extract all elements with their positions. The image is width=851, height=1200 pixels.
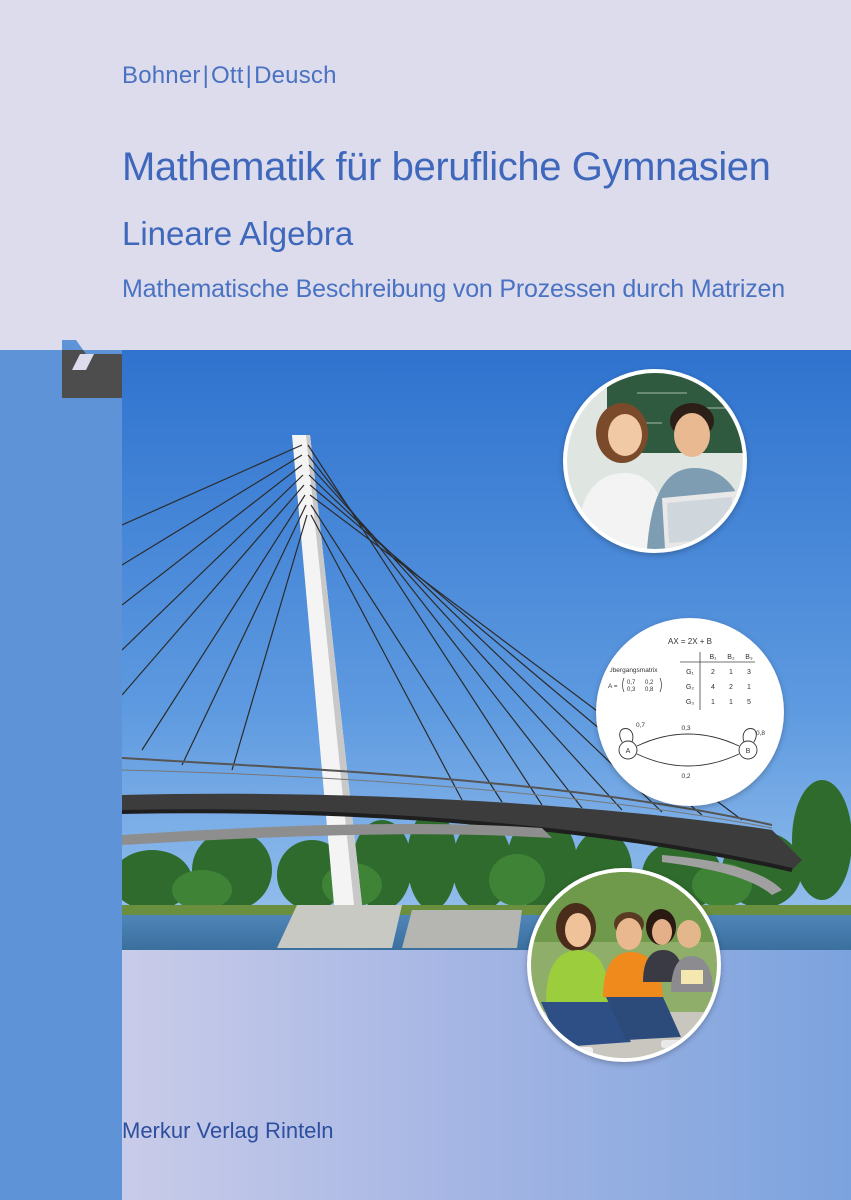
matrix-label: Übergangsmatrix: [608, 667, 658, 674]
bottom-panel: [122, 950, 851, 1200]
loop-b-label: 0,8: [756, 730, 766, 737]
table-cell: 2: [711, 669, 715, 676]
table-cell: 3: [747, 669, 751, 676]
matrix-cell: 0,8: [645, 687, 654, 693]
table-row-label: G₃: [685, 699, 695, 706]
publisher-name: Merkur Verlag Rinteln: [122, 1118, 334, 1143]
edge-bottom-label: 0,2: [681, 773, 691, 780]
table-cell: 4: [711, 684, 715, 691]
author-3: Deusch: [254, 62, 337, 89]
table-row-label: G₁: [686, 669, 694, 676]
table-header-b3: B₃: [745, 654, 753, 661]
author-2: Ott: [211, 62, 244, 89]
table-cell: 2: [729, 684, 733, 691]
table-cell: 1: [711, 699, 715, 706]
author-1: Bohner: [122, 62, 201, 89]
edge-top-label: 0,3: [681, 725, 691, 732]
author-separator: |: [245, 62, 253, 89]
table-cell: 1: [729, 669, 733, 676]
node-a-label: A: [625, 748, 631, 755]
table-cell: 5: [747, 699, 751, 706]
authors: [122, 62, 337, 90]
table-header-b1: B₁: [709, 654, 717, 661]
table-cell: 1: [729, 699, 733, 706]
book-subtitle: Lineare Algebra: [122, 215, 354, 252]
diagram-equation: AX = 2X + B: [667, 637, 713, 646]
left-color-strip: [0, 350, 122, 1200]
book-tagline: Mathematische Beschreibung von Prozessen durch Matrizen: [122, 275, 785, 303]
matrix-cell: 0,7: [627, 680, 636, 686]
matrix-cell: 0,2: [645, 680, 654, 686]
students-group-photo: [527, 868, 721, 1062]
matrix-cell: 0,3: [627, 687, 636, 693]
students-laptop-photo: [563, 369, 747, 553]
table-cell: 1: [747, 684, 751, 691]
table-row-label: G₂: [685, 684, 695, 691]
author-separator: |: [202, 62, 210, 89]
loop-a-label: 0,7: [636, 722, 646, 729]
node-b-label: B: [745, 748, 751, 755]
publisher-logo-icon: [62, 340, 122, 398]
book-title: Mathematik für berufliche Gymnasien: [122, 145, 771, 189]
matrix-prefix: A =: [608, 683, 618, 690]
table-header-b2: B₂: [727, 654, 735, 661]
transition-diagram: [596, 618, 784, 806]
